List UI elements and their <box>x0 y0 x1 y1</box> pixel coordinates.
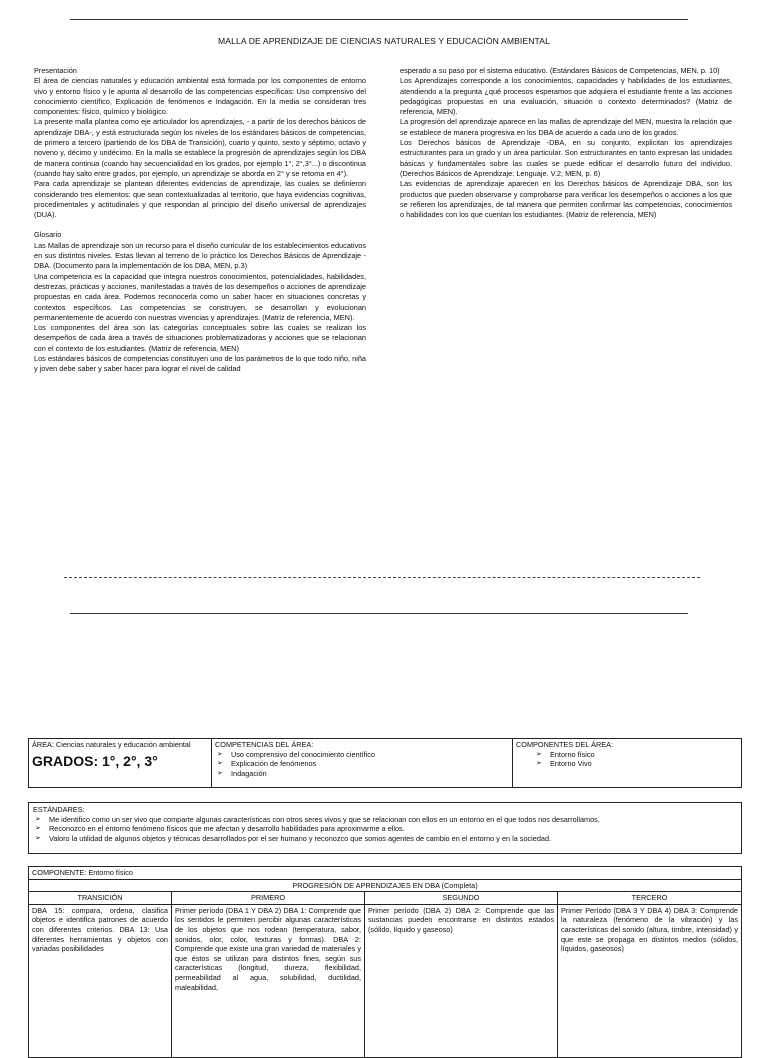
estandar-item: ➢ Reconozco en el entorno fenómeno físicos que me afectan y desarrollo habilidades para aproximarme a ellos. <box>33 824 737 834</box>
page-title: MALLA DE APRENDIZAJE DE CIENCIAS NATURALES Y EDUCACIÓN AMBIENTAL <box>218 36 550 46</box>
paragraph: La presente malla plantea como eje articulador los aprendizajes, - a partir de los derechos básicos de aprendizaje DBA-, y está estructurada según los niveles de los estándares básicos de competencias, de primero a tercero (partiendo de los DBA de Transición), cuarto y quinto, sexto y séptimo, octavo y noveno y, décimo y undécimo. En la malla se establece la progresión de aprendizajes según los DBA de manera continua (cuando hay secuencialidad en los grados, por ejemplo 1°, 2°,3°...) o discontinua (cuando hay salto entre grados, por ejemplo, un aprendizaje se aborda en 2° y se retoma en 4°). <box>34 117 366 178</box>
paragraph: Los Aprendizajes corresponde a los conocimientos, capacidades y habilidades de los estudiantes, atendiendo a la pregunta ¿qué procesos esperamos que adquiera el estudiante frente a las acciones pedagógicas propuestas en una evaluación, situación o contexto determinados? (Matriz de referencia, MEN). <box>400 76 732 117</box>
cell-tercero: Primer Período (DBA 3 Y DBA 4) DBA 3: Comprende la naturaleza (fenómeno de la vibración) y las características del sonido (altura, timbre, intensidad) y que este se propaga en distintos medios (sólidos, líquidos, gaseosos) <box>558 904 742 1057</box>
estandares-table <box>28 802 742 854</box>
cell-segundo: Primer período (DBA 2) DBA 2: Comprende que las sustancias pueden encontrarse en distintos estados (sólido, líquido y gaseoso) <box>365 904 558 1057</box>
col-header-primero: PRIMERO <box>172 892 365 905</box>
componentes-label: COMPONENTES DEL ÁREA: <box>516 740 614 749</box>
paragraph: Los estándares básicos de competencias constituyen uno de los parámetros de lo que todo niño, niña y joven debe saber y saber hacer para lograr el nivel de calidad <box>34 354 366 374</box>
estandar-item: ➢ Valoro la utilidad de algunos objetos y técnicas desarrollados por el ser humano y reconozco que somos agentes de cambio en el entorno y en la sociedad. <box>33 834 737 844</box>
paragraph: El área de ciencias naturales y educación ambiental está formada por los componentes de entorno vivo y entorno físico y le apunta al desarrollo de las competencias específicas: Uso comprensivo del conocimiento científico, Explicación de fenómenos e Indagación. En la media se consideran tres componentes: físico, químico y biológico. <box>34 76 366 117</box>
componentes-list <box>516 750 738 769</box>
left-column <box>34 66 366 375</box>
paragraph: Para cada aprendizaje se plantean diferentes evidencias de aprendizaje, las cuales se definieron considerando tres elementos: que sean contextualizadas al territorio, que haya evidencias cognitivas, procedimentales y actitudinales y que respondan al principio del diseño universal de aprendizajes (DUA). <box>34 179 366 220</box>
area-cell <box>29 739 212 788</box>
componente-item: ➢ Entorno Vivo <box>534 759 738 769</box>
componentes-cell <box>513 739 742 788</box>
top-rule <box>70 19 688 20</box>
section-heading: Presentación <box>34 66 77 75</box>
paragraph: Las Mallas de aprendizaje son un recurso para el diseño curricular de los establecimientos educativos en sus distintos niveles. Estas llevan al terreno de lo práctico los Derechos Básicos de Aprendizaje -DBA. (Documento para la implementación de los DBA, MEN, p.3) <box>34 240 366 271</box>
competencias-cell <box>212 739 513 788</box>
competencia-item: ➢ Explicación de fenómenos <box>215 759 509 769</box>
estandares-label: ESTÁNDARES: <box>33 805 85 814</box>
cell-transicion: DBA 15: compara, ordena, clasifica objetos e identifica patrones de acuerdo con diferentes criterios. DBA 13: Usa diferentes herramientas y objetos con variadas posibilidades <box>29 904 172 1057</box>
section-rule <box>70 613 688 614</box>
paragraph: Los componentes del área son las categorías conceptuales sobre las cuales se realizan los desempeños de cada área a través de situaciones problematizadoras y acciones que se relacionan con el contexto de los estudiantes. (Matriz de referencia, MEN) <box>34 323 366 353</box>
estandares-list <box>33 815 737 844</box>
paragraph: La progresión del aprendizaje aparece en las mallas de aprendizaje del MEN, muestra la relación que se establece de manera progresiva en los DBA de acuerdo a cada uno de los grados. <box>400 117 732 137</box>
componente-label: COMPONENTE: Entorno físico <box>29 867 742 880</box>
competencia-item: ➢ Indagación <box>215 769 509 779</box>
col-header-transicion: TRANSICIÓN <box>29 892 172 905</box>
section-heading: Glosario <box>34 230 62 240</box>
competencias-label: COMPETENCIAS DEL ÁREA: <box>215 740 314 749</box>
dashed-separator <box>64 577 700 578</box>
progresion-table <box>28 866 742 1058</box>
grados-label: GRADOS: 1°, 2°, 3° <box>32 752 158 769</box>
cell-primero: Primer período (DBA 1 Y DBA 2) DBA 1: Comprende que los sentidos le permiten percibir algunas características de los objetos que nos rodean (temperatura, sabor, sonidos, olor, color, texturas y formas). DBA 2: Comprende que existe una gran variedad de materiales y que éstos se utilizan para distintos fines, según sus características (longitud, dureza, flexibilidad, permeabilidad al agua, solubilidad, ductilidad, maleabilidad, <box>172 904 365 1057</box>
estandar-item: ➢ Me identifico como un ser vivo que comparte algunas características con otros seres vivos y que se relacionan con ellos en un entorno en el que todos nos desarrollamos. <box>33 815 737 825</box>
right-column <box>400 66 732 220</box>
paragraph: Los Derechos básicos de Aprendizaje -DBA, en su conjunto, explicitan los aprendizajes estructurantes para un grado y un área particular. Son estructurantes en tanto expresan las unidades básicas y fundamentales sobre las cuales se puede edificar el desarrollo futuro del individuo. (Derechos Básicos de Aprendizaje: Lenguaje. V.2; MEN, p. 6) <box>400 138 732 178</box>
col-header-tercero: TERCERO <box>558 892 742 905</box>
progresion-header: PROGRESIÓN DE APRENDIZAJES EN DBA (Completa) <box>29 879 742 892</box>
paragraph: Las evidencias de aprendizaje aparecen en los Derechos básicos de Aprendizaje DBA, son los productos que pueden observarse y comprobarse para verificar los desempeños o acciones a los que se refieren los aprendizajes, de tal manera que permiten confirmar las competencias, conocimientos o habilidades con los que cuentan los estudiantes. (Matriz de referencia, MEN) <box>400 179 732 220</box>
paragraph: esperado a su paso por el sistema educativo. (Estándares Básicos de Competencias, MEN, p. 10) <box>400 66 720 75</box>
paragraph: Una competencia es la capacidad que integra nuestros conocimientos, potencialidades, habilidades, destrezas, prácticas y acciones, manifestadas a través de los desempeños o acciones de aprendizaje propuestas en cada área. Podemos reconocerla como un saber hacer en situaciones concretas y contextos específicos. Las competencias se construyen, se desarrollan y evolucionan permanentemente de acuerdo con nuestras vivencias y aprendizajes. (Matriz de referencia, MEN). <box>34 271 366 322</box>
col-header-segundo: SEGUNDO <box>365 892 558 905</box>
area-table <box>28 738 742 788</box>
estandares-cell <box>29 803 742 854</box>
competencia-item: ➢ Uso comprensivo del conocimiento científico <box>215 750 509 760</box>
area-label: ÁREA: Ciencias naturales y educación ambiental <box>32 740 191 749</box>
paragraph-gap <box>34 220 366 230</box>
competencias-list <box>215 750 509 779</box>
componente-item: ➢ Entorno físico <box>534 750 738 760</box>
